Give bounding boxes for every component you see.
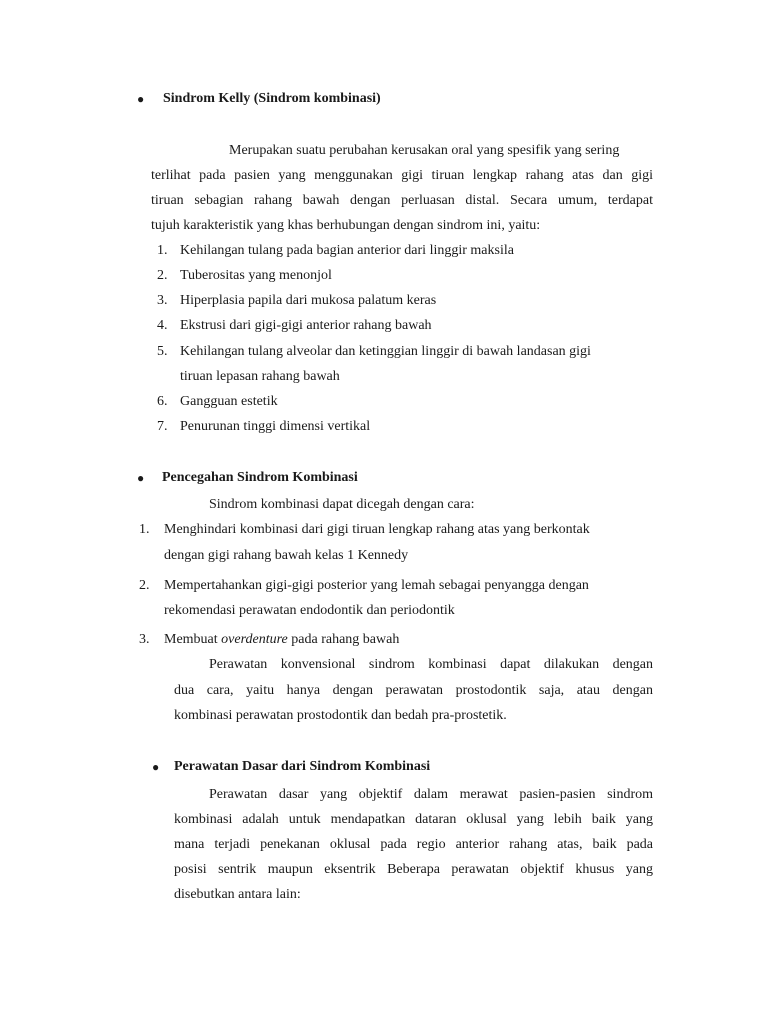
section-heading-perawatan-dasar: Perawatan Dasar dari Sindrom Kombinasi (174, 759, 431, 774)
paragraph-line: terlihat pada pasien yang menggunakan gigi tiruan lengkap rahang atas dan gigi (151, 168, 653, 183)
list-item-text-part: Membuat (164, 632, 222, 647)
list-item-text: dengan gigi rahang bawah kelas 1 Kennedy (164, 548, 409, 563)
list-item-italic-term: overdenture (221, 632, 288, 647)
bullet-icon: ● (137, 92, 145, 106)
bullet-icon: ● (152, 760, 160, 774)
paragraph-line: kombinasi adalah untuk mendapatkan dataran oklusal yang lebih baik yang (174, 812, 653, 827)
section-heading-pencegahan: Pencegahan Sindrom Kombinasi (162, 470, 358, 485)
paragraph-line: dua cara, yaitu hanya dengan perawatan prostodontik saja, atau dengan (174, 683, 653, 698)
list-item-text: Ekstrusi dari gigi-gigi anterior rahang bawah (180, 318, 432, 333)
list-item-text: Gangguan estetik (180, 394, 278, 409)
paragraph-line: disebutkan antara lain: (174, 887, 301, 902)
list-number: 5. (157, 344, 168, 359)
paragraph-line: Perawatan dasar yang objektif dalam merawat pasien-pasien sindrom (209, 787, 653, 802)
list-number: 3. (157, 293, 168, 308)
intro-line: Sindrom kombinasi dapat dicegah dengan cara: (209, 497, 475, 512)
paragraph-line: Merupakan suatu perubahan kerusakan oral yang spesifik yang sering (229, 143, 620, 158)
paragraph-line: tiruan sebagian rahang bawah dengan perluasan distal. Secara umum, terdapat (151, 193, 653, 208)
paragraph-line: posisi sentrik maupun eksentrik Beberapa perawatan objektif khusus yang (174, 862, 653, 877)
paragraph-line: kombinasi perawatan prostodontik dan bedah pra-prostetik. (174, 708, 507, 723)
list-item-text: Kehilangan tulang pada bagian anterior dari linggir maksila (180, 243, 514, 258)
list-item-text: Penurunan tinggi dimensi vertikal (180, 419, 371, 434)
list-item-text: tiruan lepasan rahang bawah (180, 369, 340, 384)
list-item-text: Kehilangan tulang alveolar dan ketinggian linggir di bawah landasan gigi (180, 344, 591, 359)
list-number: 4. (157, 318, 168, 333)
section-heading-sindrom-kelly: Sindrom Kelly (Sindrom kombinasi) (163, 91, 381, 106)
list-number: 1. (139, 522, 150, 537)
list-number: 1. (157, 243, 168, 258)
list-number: 6. (157, 394, 168, 409)
list-item-text: Mempertahankan gigi-gigi posterior yang lemah sebagai penyangga dengan (164, 578, 589, 593)
paragraph-line: tujuh karakteristik yang khas berhubungan dengan sindrom ini, yaitu: (151, 218, 541, 233)
list-item-text: rekomendasi perawatan endodontik dan periodontik (164, 603, 455, 618)
list-item-text: Menghindari kombinasi dari gigi tiruan lengkap rahang atas yang berkontak (164, 522, 590, 537)
paragraph-line: mana terjadi penekanan oklusal pada regio anterior rahang atas, baik pada (174, 837, 653, 852)
list-item-text: Hiperplasia papila dari mukosa palatum keras (180, 293, 437, 308)
paragraph-line: Perawatan konvensional sindrom kombinasi dapat dilakukan dengan (209, 657, 653, 672)
list-number: 3. (139, 632, 150, 647)
bullet-icon: ● (137, 471, 145, 485)
list-item-text: Tuberositas yang menonjol (180, 268, 332, 283)
list-number: 2. (139, 578, 150, 593)
list-item-text-part: pada rahang bawah (287, 632, 400, 647)
list-number: 2. (157, 268, 168, 283)
list-number: 7. (157, 419, 168, 434)
list-item-text (164, 631, 399, 648)
